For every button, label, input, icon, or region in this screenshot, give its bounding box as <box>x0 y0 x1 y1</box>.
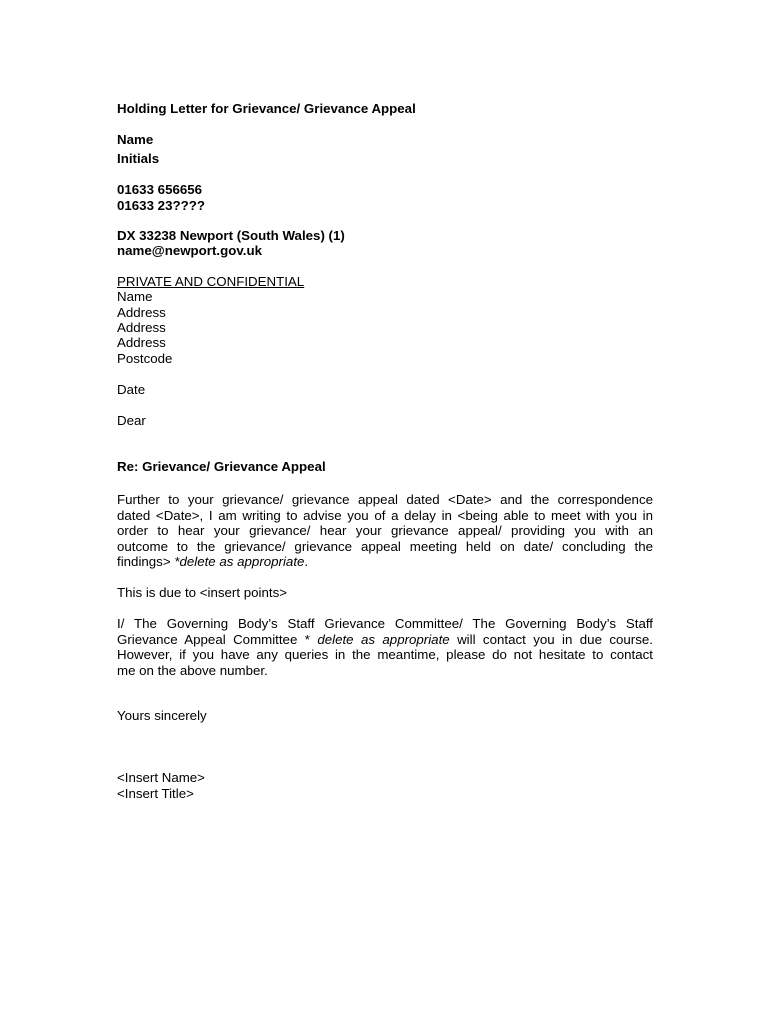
paragraph-contact-line: However, if you have any queries in the meantime, please do not hesitate to contact <box>117 647 653 662</box>
recipient-postcode: Postcode <box>117 351 173 366</box>
subject-line: Re: Grievance/ Grievance Appeal <box>117 459 326 474</box>
paragraph-delay-line <box>117 554 653 570</box>
paragraph-delay-line: dated <Date>, I am writing to advise you of a delay in <being able to meet with you in <box>117 507 653 523</box>
paragraph-contact-line: I/ The Governing Body’s Staff Grievance Committee/ The Governing Body’s Staff <box>117 616 653 631</box>
confidential-label: PRIVATE AND CONFIDENTIAL <box>117 274 305 289</box>
salutation: Dear <box>117 413 146 428</box>
recipient-address-2: Address <box>117 320 166 335</box>
paragraph-delay-line: outcome to the grievance/ grievance appeal meeting held on date/ concluding the <box>117 538 653 554</box>
recipient-address-3: Address <box>117 335 166 350</box>
sender-phone-2: 01633 23???? <box>117 198 205 213</box>
recipient-name: Name <box>117 289 153 304</box>
paragraph-contact-text: will contact you in due course. <box>449 631 653 647</box>
sender-phone-1: 01633 656656 <box>117 182 203 197</box>
sender-email: name@newport.gov.uk <box>117 243 262 258</box>
signature-title: <Insert Title> <box>117 786 194 801</box>
letter-heading: Holding Letter for Grievance/ Grievance Appeal <box>117 101 416 116</box>
paragraph-delay-text: . <box>304 554 309 569</box>
paragraph-delay-line: order to hear your grievance/ hear your grievance appeal/ providing you with an <box>117 523 653 538</box>
paragraph-reason: This is due to <insert points> <box>117 585 287 600</box>
delete-note-italic: *delete as appropriate <box>174 554 305 569</box>
paragraph-delay-text: findings> <box>117 554 175 569</box>
closing: Yours sincerely <box>117 708 207 723</box>
letter-date: Date <box>117 382 146 397</box>
paragraph-contact-text: Grievance Appeal Committee * <box>117 631 318 647</box>
paragraph-contact <box>117 616 653 678</box>
paragraph-delay <box>117 492 653 570</box>
sender-name: Name <box>117 132 154 147</box>
recipient-address-1: Address <box>117 305 166 320</box>
sender-dx: DX 33238 Newport (South Wales) (1) <box>117 228 345 243</box>
paragraph-contact-line: me on the above number. <box>117 662 268 678</box>
paragraph-delay-line: Further to your grievance/ grievance appeal dated <Date> and the correspondence <box>117 492 653 507</box>
delete-note-italic: delete as appropriate <box>317 631 450 647</box>
signature-name: <Insert Name> <box>117 770 205 785</box>
sender-initials: Initials <box>117 151 160 166</box>
paragraph-contact-line <box>117 632 653 648</box>
